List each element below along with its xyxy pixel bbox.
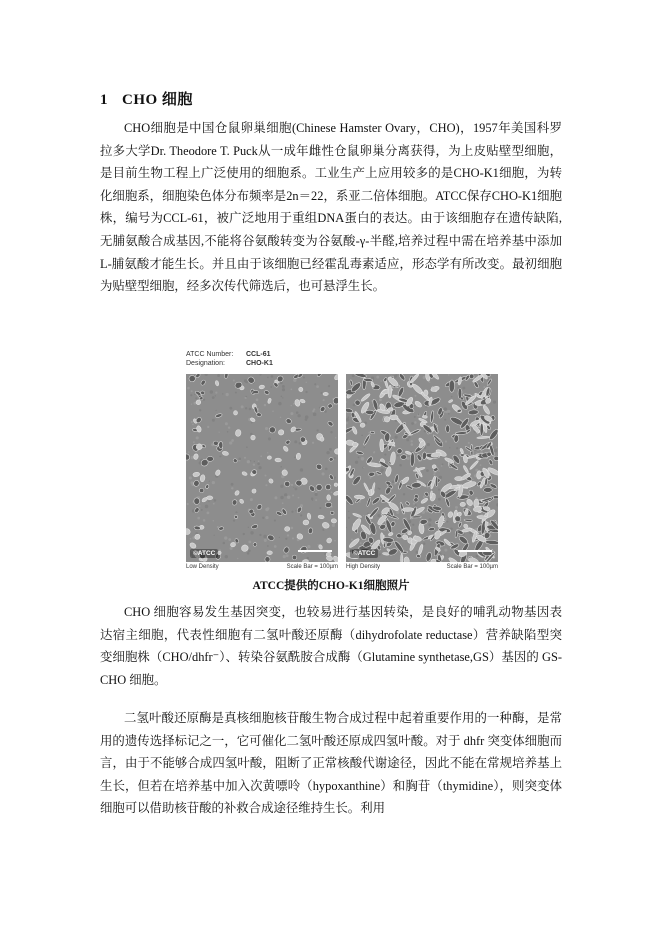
- low-density-footer: [186, 564, 338, 570]
- atcc-logo-low: ©ATCC: [190, 549, 218, 558]
- scale-label-high: Scale Bar = 100µm: [446, 564, 498, 570]
- paragraph-dhfr: 二氢叶酸还原酶是真核细胞核苷酸生物合成过程中起着重要作用的一种酶，是常用的遗传选择标记之一，它可催化二氢叶酸还原成四氢叶酸。对于 dhfr 突变体细胞而言，由于不能够合成四氢叶酸，阻断了正常核酸代谢途径，因此不能在常规培养基上生长，但若在培养基中加入次黄嘌呤（hypoxanthine）和胸苷（thymidine），则突变体细胞可以借助核苷酸的补救合成途径维持生长。利用: [100, 711, 562, 816]
- figure-caption: ATCC提供的CHO-K1细胞照片: [252, 580, 410, 592]
- designation-value: CHO-K1: [246, 360, 273, 367]
- high-density-label: High Density: [346, 564, 381, 570]
- section-title: CHO 细胞: [122, 92, 193, 108]
- high-density-cells-image: [346, 374, 498, 562]
- atcc-logo-high: ©ATCC: [350, 549, 378, 558]
- scale-bar-high: [458, 550, 492, 552]
- scale-bar-low: [298, 550, 332, 552]
- paragraph-intro: CHO细胞是中国仓鼠卵巢细胞(Chinese Hamster Ovary，CHO)，1957年美国科罗拉多大学Dr. Theodore T. Puck从一成年雌性仓鼠卵巢分离获得，为上皮贴壁型细胞，是目前生物工程上广泛使用的细胞系。工业生产上应用较多的是CHO-K1细胞，为转化细胞系，细胞染色体分布频率是2n＝22，系亚二倍体细胞。ATCC保存CHO-K1细胞株，编号为CCL-61，被广泛地用于重组DNA蛋白的表达。由于该细胞存在遗传缺陷,无脯氨酸合成基因,不能将谷氨酸转变为谷氨酸-γ-半醛,培养过程中需在培养基中添加L-脯氨酸才能生长。并且由于该细胞已经霍乱毒素适应，形态学有所改变。最初细胞为贴壁型细胞，经多次传代筛选后，也可悬浮生长。: [100, 121, 562, 294]
- high-density-footer: [346, 564, 498, 570]
- atcc-number-value: CCL-61: [246, 351, 271, 358]
- figure-header: [186, 350, 498, 374]
- low-density-label: Low Density: [186, 564, 219, 570]
- paragraph-mutation: CHO 细胞容易发生基因突变，也较易进行基因转染，是良好的哺乳动物基因表达宿主细胞，代表性细胞有二氢叶酸还原酶（dihydrofolate reductase）营养缺陷型突变细胞株（CHO/dhfr⁻）、转染谷氨酰胺合成酶（Glutamine synthetase,GS）基因的 GS-CHO 细胞。: [100, 605, 562, 687]
- high-density-micrograph: [346, 374, 498, 562]
- section-number: 1: [100, 92, 108, 108]
- scale-label-low: Scale Bar = 100µm: [286, 564, 338, 570]
- atcc-number-label: ATCC Number:: [186, 351, 234, 358]
- designation-label: Designation:: [186, 360, 225, 367]
- low-density-cells-image: [186, 374, 338, 562]
- low-density-micrograph: [186, 374, 338, 562]
- cell-micrograph-figure: [186, 350, 498, 576]
- section-heading: [100, 88, 193, 109]
